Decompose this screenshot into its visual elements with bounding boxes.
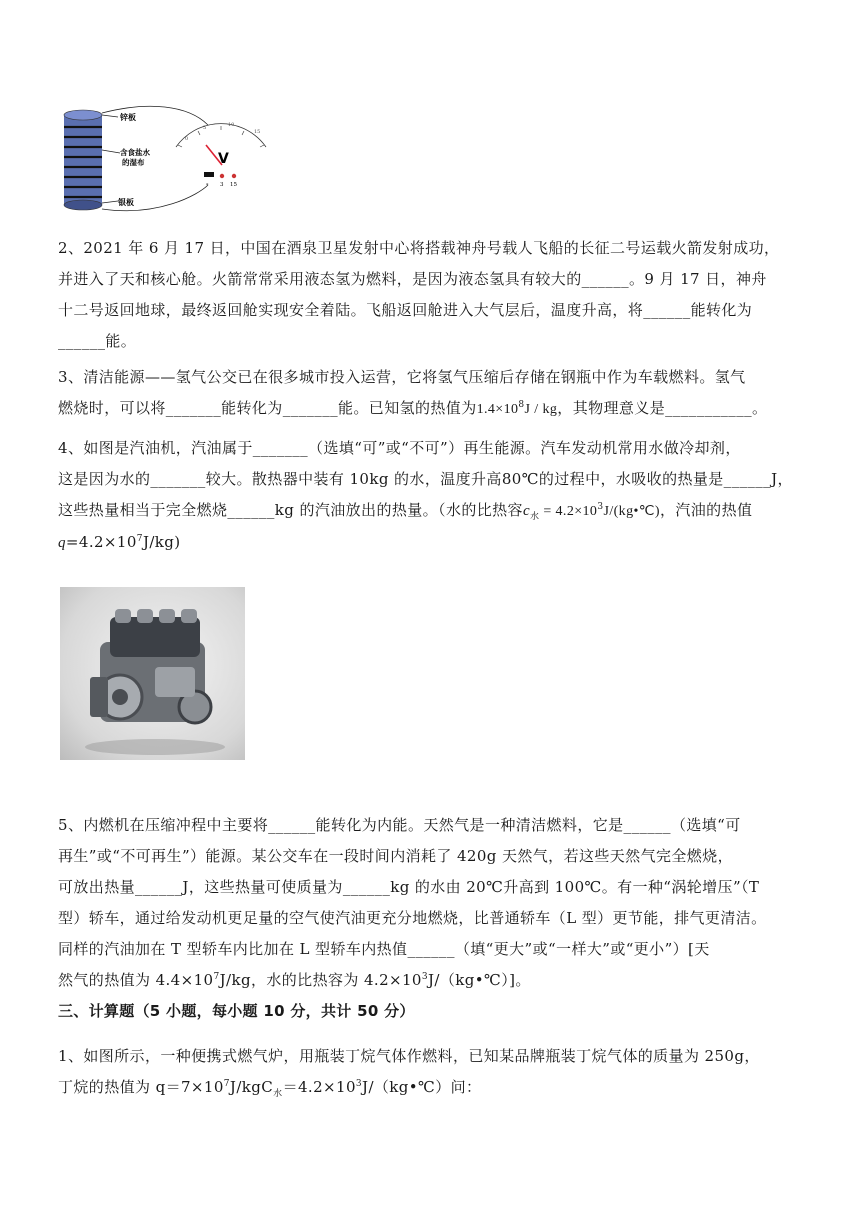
q5-line-1: 5、内燃机在压缩冲程中主要将______能转化为内能。天然气是一种清洁燃料，它是______（选填“可 <box>58 816 741 834</box>
section-heading-calculation: 三、计算题（5 小题，每小题 10 分，共计 50 分） <box>58 1002 415 1020</box>
question-5 <box>58 810 806 996</box>
tick-10: 10 <box>228 122 235 128</box>
label-silver-plate: 银板 <box>118 198 134 207</box>
q5-line-2: 再生”或“不可再生”）能源。某公交车在一段时间内消耗了 420g 天然气，若这些天然气完全燃烧， <box>58 847 733 865</box>
q5-line-3: 可放出热量______J，这些热量可使质量为______kg 的水由 20℃升高到 100℃。有一种“涡轮增压”（T <box>58 878 760 896</box>
terminal-negative: - <box>206 181 209 188</box>
label-wet-cloth-2: 的湿布 <box>122 158 145 167</box>
voltmeter <box>176 122 266 188</box>
plate-stack <box>64 110 102 210</box>
q3-line-1: 3、清洁能源——氢气公交已在很多城市投入运营，它将氢气压缩后存储在钢瓶中作为车载燃料。氢气 <box>58 368 746 386</box>
voltaic-pile-figure <box>58 105 278 217</box>
q3-line-2: 燃烧时，可以将_______能转化为_______能。已知氢的热值为$1.4\times 10^8J$ / kg，其物理意义是___________。 <box>58 399 768 417</box>
question-3 <box>58 362 806 425</box>
q2-line-2: 并进入了天和核心舱。火箭常常采用液态氢为燃料，是因为液态氢具有较大的______。9 月 17 日，神舟 <box>58 270 767 288</box>
q2-line-4: ______能。 <box>58 332 137 350</box>
terminal-15: 15 <box>230 182 237 188</box>
calc-question-1 <box>58 1041 806 1103</box>
q5-line-4: 型）轿车，通过给发动机更足量的空气使汽油更充分地燃烧，比普通轿车（L 型）更节能，排气更清洁。 <box>58 909 767 927</box>
q5-line-5: 同样的汽油加在 T 型轿车内比加在 L 型轿车内热值______（填“更大”或“一样大”或“更小”）[天 <box>58 940 710 958</box>
c1-line-1: 1、如图所示，一种便携式燃气炉，用瓶装丁烷气体作燃料，已知某品牌瓶装丁烷气体的质量为 250g， <box>58 1047 760 1065</box>
tick-0: 0 <box>185 136 189 142</box>
q4-line-2: 这是因为水的_______较大。散热器中装有 10kg 的水，温度升高80℃的过程中，水吸收的热量是______J， <box>58 470 793 488</box>
q2-line-3: 十二号返回地球，最终返回舱实现安全着陆。飞船返回舱进入大气层后，温度升高，将______能转化为 <box>58 301 753 319</box>
q4-line-3: 这些热量相当于完全燃烧______kg 的汽油放出的热量。（水的比热容$c_水$ = $4.2\times 10^3J/(kg•℃)$，汽油的热值 <box>58 501 753 522</box>
q2-line-1: 2、2021 年 6 月 17 日，中国在酒泉卫星发射中心将搭载神舟号载人飞船的长征二号运载火箭发射成功， <box>58 239 780 257</box>
tick-15: 15 <box>254 129 261 135</box>
voltmeter-symbol: V <box>218 151 229 167</box>
q4-line-4: $q=4.2\times 10^7J/kg$) <box>58 533 181 551</box>
question-4 <box>58 433 806 559</box>
question-2 <box>58 233 806 357</box>
gasoline-engine-image <box>60 587 245 760</box>
terminal-3: 3 <box>220 182 224 188</box>
label-wet-cloth-1: 含食盐水 <box>120 148 150 157</box>
q4-line-1: 4、如图是汽油机，汽油属于_______（选填“可”或“不可”）再生能源。汽车发动机常用水做冷却剂， <box>58 439 741 457</box>
q5-line-6: 然气的热值为 $4.4\times 10^7J/kg$，水的比热容为 $4.2\times 10^3J/(kg•℃)$]。 <box>58 971 531 989</box>
c1-line-2: 丁烷的热值为 $q=7\times 10^7J/kgC_水=4.2\times 10^3J/(kg•℃)$问： <box>58 1078 482 1099</box>
hydrogen-heat-value: 1.4×10 <box>476 402 519 417</box>
label-zinc-plate: 锌板 <box>120 113 136 122</box>
tick-5: 5 <box>203 125 207 131</box>
water-specific-heat: = 4.2×10 <box>539 504 598 519</box>
